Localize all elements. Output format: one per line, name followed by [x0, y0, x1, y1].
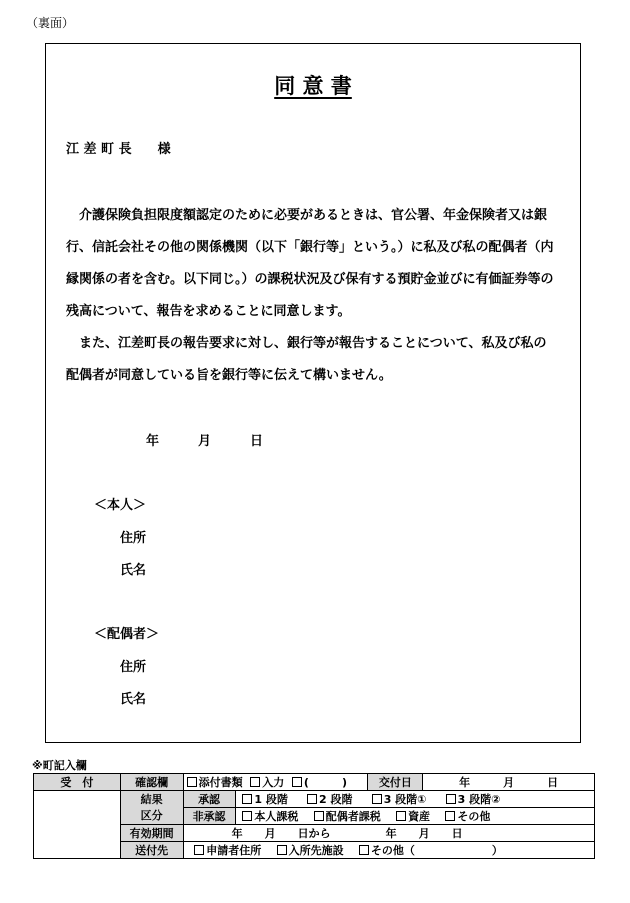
date-line: 年 月 日: [146, 434, 264, 449]
uketsuke-stamp-area[interactable]: [34, 791, 121, 859]
checkbox-self-taxed[interactable]: [242, 811, 252, 821]
addressee: 江 差 町 長 様: [66, 142, 171, 157]
body-line: 配偶者が同意している旨を銀行等に伝えて構いません。: [66, 368, 392, 383]
spouse-address-label: 住所: [120, 660, 147, 675]
hishonin-options: 本人課税 配偶者課税 資産 その他: [235, 808, 594, 825]
checkbox-facility[interactable]: [277, 845, 287, 855]
spouse-name-label: 氏名: [120, 692, 147, 707]
office-use-table: [33, 773, 595, 859]
checkbox-assets[interactable]: [396, 811, 406, 821]
office-use-note: ※町記入欄: [32, 759, 87, 772]
checkbox-spouse-taxed[interactable]: [314, 811, 324, 821]
checkbox-send-other[interactable]: [359, 845, 369, 855]
body-line: 縁関係の者を含む。以下同じ。）の課税状況及び保有する預貯金並びに有価証券等の: [66, 272, 554, 287]
checkbox-applicant-address[interactable]: [194, 845, 204, 855]
shonin-header: 承認: [183, 791, 235, 808]
kofubi-date[interactable]: 年 月 日: [423, 774, 595, 791]
kakunin-header: 確認欄: [120, 774, 183, 791]
body-line: 介護保険負担限度額認定のために必要があるときは、官公署、年金保険者又は銀: [79, 208, 548, 223]
kakunin-options: 添付書類 入力 ( ): [183, 774, 368, 791]
self-name-label: 氏名: [120, 563, 147, 578]
shonin-options: 1 段階 2 段階 3 段階① 3 段階②: [235, 791, 594, 808]
self-heading: ＜本人＞: [94, 498, 147, 513]
checkbox-level-3-1[interactable]: [372, 794, 382, 804]
checkbox-level-3-2[interactable]: [446, 794, 456, 804]
body-line: 残高について、報告を求めることに同意します。: [66, 304, 351, 319]
uketsuke-header: 受 付: [34, 774, 121, 791]
yuko-kikan-range[interactable]: 年 月 日から 年 月 日: [183, 825, 594, 842]
checkbox-level-2[interactable]: [307, 794, 317, 804]
table-row: [34, 791, 595, 808]
page-side-label: （裏面）: [26, 16, 75, 30]
table-row: [34, 774, 595, 791]
yuko-kikan-header: 有効期間: [120, 825, 183, 842]
checkbox-input[interactable]: [250, 777, 260, 787]
body-line: また、江差町長の報告要求に対し、銀行等が報告することについて、私及び私の: [79, 336, 547, 351]
spouse-heading: ＜配偶者＞: [94, 627, 160, 642]
checkbox-level-1[interactable]: [242, 794, 252, 804]
sofusaki-header: 送付先: [120, 842, 183, 859]
checkbox-other[interactable]: [292, 777, 302, 787]
document-title: 同 意 書: [274, 74, 352, 98]
checkbox-attachment[interactable]: [187, 777, 197, 787]
consent-frame: [45, 43, 581, 743]
kekka-kubun-header: 結果 区分: [120, 791, 183, 825]
sofusaki-options: 申請者住所 入所先施設 その他（ ）: [183, 842, 594, 859]
checkbox-other-reason[interactable]: [445, 811, 455, 821]
body-line: 行、信託会社その他の関係機関（以下「銀行等」という。）に私及び私の配偶者（内: [66, 240, 554, 255]
hishonin-header: 非承認: [183, 808, 235, 825]
self-address-label: 住所: [120, 531, 147, 546]
kofubi-header: 交付日: [368, 774, 423, 791]
